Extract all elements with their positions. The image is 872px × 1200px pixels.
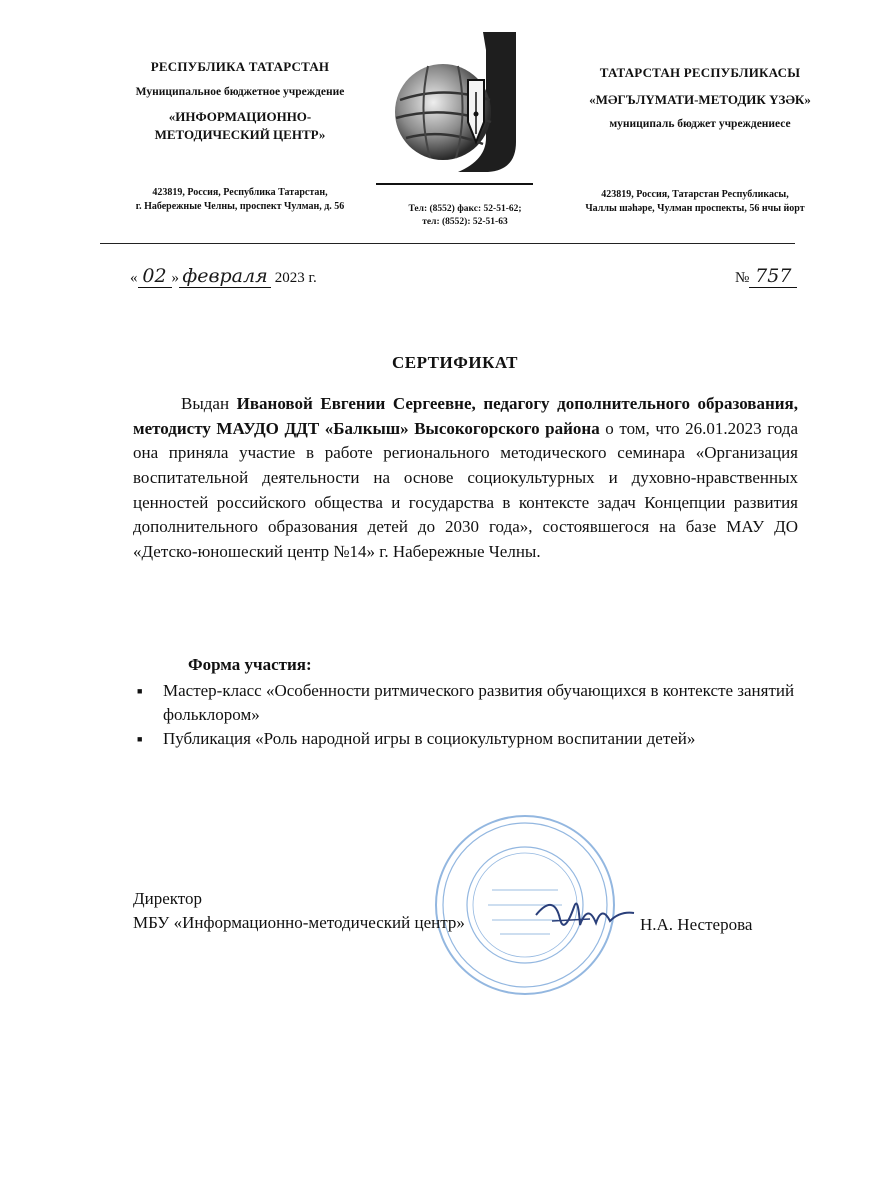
header-left-address xyxy=(100,186,380,213)
header-right-address xyxy=(570,188,820,215)
header-left-country: РЕСПУБЛИКА ТАТАРСТАН xyxy=(150,59,330,74)
date-close-quote: » xyxy=(171,270,179,286)
header-left-org-name-1: «ИНФОРМАЦИОННО- xyxy=(168,109,312,125)
signer-name: Н.А. Нестерова xyxy=(640,915,753,934)
date-day: 02 xyxy=(138,265,172,288)
header-phone-line-1: Тел: (8552) факс: 52-51-62; xyxy=(408,204,522,214)
header-right-country: ТАТАРСТАН РЕСПУБЛИКАСЫ xyxy=(599,65,801,80)
issued-word: Выдан xyxy=(181,394,230,413)
header-left-address-line-1: 423819, Россия, Республика Татарстан, xyxy=(152,187,328,198)
date-year: 2023 г. xyxy=(274,270,317,286)
participation-title: Форма участия: xyxy=(188,655,312,674)
certificate-body xyxy=(133,392,798,564)
document-title: СЕРТИФИКАТ xyxy=(391,353,519,372)
number-value: 757 xyxy=(749,265,797,288)
signature-block xyxy=(133,887,465,935)
recipient-text: Ивановой Евгении Сергеевне, педагогу дополнительного образования, методисту МАУДО ДДТ «Балкыш» Высокогорского района xyxy=(133,394,799,438)
list-item: ■ Публикация «Роль народной игры в социокультурном воспитании детей» xyxy=(133,727,813,751)
header-left-org-name-2: МЕТОДИЧЕСКИЙ ЦЕНТР» xyxy=(154,126,326,142)
header-right-address-line-1: 423819, Россия, Татарстан Республикасы, xyxy=(601,189,789,200)
header-left-org-type: Муниципальное бюджетное учреждение xyxy=(135,85,345,98)
signer-organization: МБУ «Информационно-методический центр» xyxy=(133,912,465,932)
signer-position: Директор xyxy=(133,889,202,908)
date-month: февраля xyxy=(179,265,271,288)
header-phone-line-2: тел: (8552): 52-51-63 xyxy=(422,216,508,227)
header-divider xyxy=(100,243,795,244)
logo-underline xyxy=(376,183,533,185)
number-prefix: № xyxy=(735,270,750,286)
header-right-address-line-2: Чаллы шәһәре, Чулман проспекты, 56 нчы йорт xyxy=(585,202,805,214)
header-left-address-line-2: г. Набережные Челны, проспект Чулман, д. 56 xyxy=(135,200,345,212)
list-item: ■ Мастер-класс «Особенности ритмического развития обучающихся в контексте занятий фольклором» xyxy=(133,679,813,727)
organization-logo-icon xyxy=(388,30,528,178)
date-open-quote: « xyxy=(130,270,138,286)
document-date xyxy=(130,265,317,288)
header-left xyxy=(95,58,385,143)
header-right-org-type: муниципаль бюджет учреждениесе xyxy=(609,118,791,131)
participation-list xyxy=(133,679,813,751)
director-signature-icon xyxy=(530,885,640,945)
body-text: о том, что 26.01.2023 года она приняла участие в работе регионального методического семинара «Организация воспитательной деятельности на основе социокультурных и духовно-нравственных ценностей российского общества и государства в контексте задач Концепции развития дополнительного образования детей до 2030 года», состоявшегося на базе МАУ ДО «Детско-юношеский центр №14» г. Набережные Челны. xyxy=(133,418,798,561)
document-number xyxy=(735,265,797,288)
header-right-org-name: «МӘГЪЛҮМАТИ-МЕТОДИК ҮЗӘК» xyxy=(589,91,811,107)
header-center-contacts xyxy=(385,203,545,229)
header-right xyxy=(560,64,840,133)
